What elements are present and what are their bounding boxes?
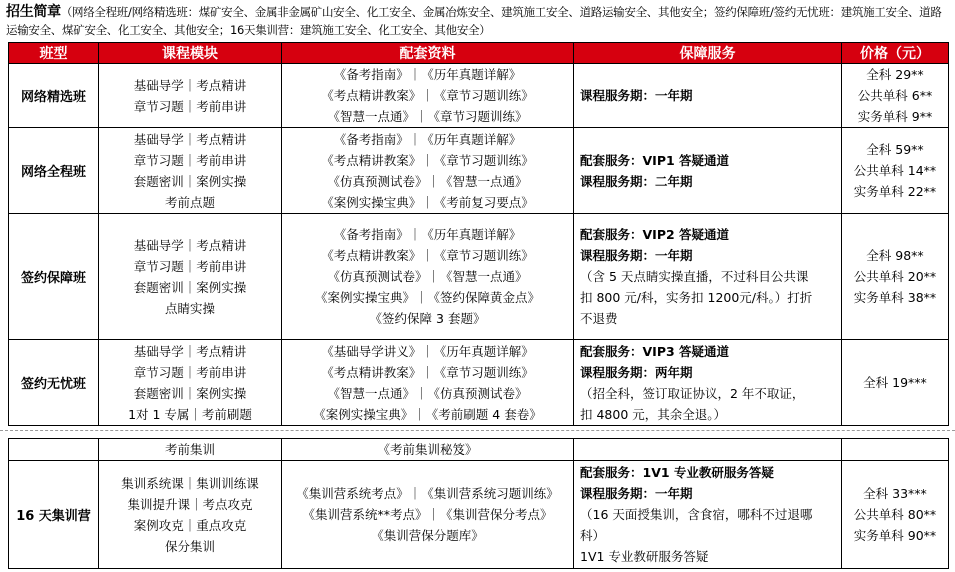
material-line: 《基础导学讲义》｜《历年真题详解》 bbox=[321, 343, 534, 359]
course-modules bbox=[99, 128, 282, 214]
material-line: 《集训营系统**考点》｜《集训营保分考点》 bbox=[302, 507, 553, 522]
price-line: 全科 33*** bbox=[863, 486, 927, 501]
material-line: 《仿真预测试卷》｜《智慧一点通》 bbox=[327, 173, 528, 189]
course-modules bbox=[99, 340, 282, 426]
material-line: 《集训营系统考点》｜《集训营系统习题训练》 bbox=[296, 486, 559, 501]
header-materials: 配套资料 bbox=[282, 43, 574, 64]
empty-cell bbox=[9, 439, 99, 461]
price-line: 公共单科 14** bbox=[853, 163, 937, 178]
module-line: 套题密训｜案例实操 bbox=[133, 385, 247, 401]
materials bbox=[282, 340, 574, 426]
material-line: 《考点精讲教案》｜《章节习题训练》 bbox=[321, 88, 534, 103]
class-type: 16 天集训营 bbox=[9, 461, 99, 569]
price-line: 公共单科 20** bbox=[853, 269, 937, 284]
price bbox=[842, 340, 949, 426]
service bbox=[574, 461, 842, 569]
service-line: 课程服务期：一年期 bbox=[580, 486, 693, 501]
service-line: （含 5 天点睛实操直播，不过科目公共课 bbox=[580, 269, 809, 284]
header-type: 班型 bbox=[9, 43, 99, 64]
table-row bbox=[9, 461, 949, 569]
service-line: 配套服务：VIP2 答疑通道 bbox=[580, 227, 730, 242]
materials bbox=[282, 461, 574, 569]
course-modules bbox=[99, 461, 282, 569]
module-line: 套题密训｜案例实操 bbox=[133, 173, 247, 189]
price-line: 全科 98** bbox=[866, 248, 924, 263]
materials bbox=[282, 64, 574, 128]
material-line: 《案例实操宝典》｜《签约保障黄金点》 bbox=[314, 290, 540, 305]
price bbox=[842, 128, 949, 214]
price-line: 公共单科 6** bbox=[857, 88, 933, 103]
table-row bbox=[9, 214, 949, 340]
service-line: 扣 4800 元，其余全退。） bbox=[580, 406, 727, 422]
module-line: 章节习题｜考前串讲 bbox=[133, 152, 247, 168]
material-line: 《备考指南》｜《历年真题详解》 bbox=[333, 227, 522, 242]
material-line: 《智慧一点通》｜《章节习题训练》 bbox=[327, 109, 528, 124]
price-line: 实务单科 22** bbox=[853, 184, 937, 199]
module-line: 1对 1 专属｜考前刷题 bbox=[128, 406, 252, 422]
class-type: 网络全程班 bbox=[9, 128, 99, 214]
price-line: 公共单科 80** bbox=[853, 507, 937, 522]
material-line: 《备考指南》｜《历年真题详解》 bbox=[333, 67, 522, 82]
service-line: 不退费 bbox=[580, 311, 618, 326]
material-line: 《案例实操宝典》｜《考前刷题 4 套卷》 bbox=[313, 406, 542, 422]
price-line: 实务单科 38** bbox=[853, 290, 937, 305]
material-line: 《集训营保分题库》 bbox=[371, 528, 484, 543]
course-modules bbox=[99, 64, 282, 128]
module-line: 章节习题｜考前串讲 bbox=[133, 258, 247, 274]
module-line: 基础导学｜考点精讲 bbox=[133, 237, 247, 253]
module-line: 保分集训 bbox=[164, 538, 215, 554]
course-modules bbox=[99, 214, 282, 340]
material-line: 《考点精讲教案》｜《章节习题训练》 bbox=[321, 364, 534, 380]
module-line: 集训系统课｜集训训练课 bbox=[121, 475, 259, 491]
table-row bbox=[9, 128, 949, 214]
service-line: 配套服务：1V1 专业教研服务答疑 bbox=[580, 465, 774, 480]
intro-paragraph bbox=[6, 3, 951, 39]
module-line: 点睛实操 bbox=[164, 300, 215, 316]
material-line: 《案例实操宝典》｜《考前复习要点》 bbox=[321, 194, 534, 210]
price bbox=[842, 214, 949, 340]
module-line: 基础导学｜考点精讲 bbox=[133, 131, 247, 147]
material-line: 《签约保障 3 套题》 bbox=[369, 311, 486, 326]
header-price: 价格（元） bbox=[842, 43, 949, 64]
table-header-row bbox=[9, 43, 949, 64]
service bbox=[574, 128, 842, 214]
intro-text: （网络全程班/网络精选班：煤矿安全、金属非金属矿山安全、化工安全、金属冶炼安全、建筑施工安全、道路运输安全、其他安全；签约保障班/签约无忧班：建筑施工安全、道路运输安全、煤矿安全、化工安全、其他安全；16天集训营：建筑施工安全、化工安全、其他安全） bbox=[6, 5, 942, 37]
header-modules: 课程模块 bbox=[99, 43, 282, 64]
module-line: 套题密训｜案例实操 bbox=[133, 279, 247, 295]
service-line: （16 天面授集训，含食宿，哪科不过退哪 bbox=[580, 507, 813, 522]
materials: 《考前集训秘笈》 bbox=[282, 439, 574, 461]
module-line: 章节习题｜考前串讲 bbox=[133, 364, 247, 380]
service-line: 课程服务期：一年期 bbox=[580, 248, 693, 263]
material-line: 《智慧一点通》｜《仿真预测试卷》 bbox=[327, 385, 528, 401]
materials bbox=[282, 128, 574, 214]
header-service: 保障服务 bbox=[574, 43, 842, 64]
module-line: 集训提升课｜考点攻克 bbox=[127, 496, 253, 512]
price-line: 全科 59** bbox=[866, 142, 924, 157]
page-break-divider bbox=[0, 430, 955, 431]
service-line: 科） bbox=[580, 528, 606, 543]
empty-cell bbox=[842, 439, 949, 461]
price-line: 实务单科 90** bbox=[853, 528, 937, 543]
price-line: 实务单科 9** bbox=[857, 109, 933, 124]
material-line: 《考点精讲教案》｜《章节习题训练》 bbox=[321, 152, 534, 168]
material-line: 《备考指南》｜《历年真题详解》 bbox=[333, 131, 522, 147]
service-line: 扣 800 元/科，实务扣 1200元/科。）打折 bbox=[580, 290, 813, 305]
module-line: 基础导学｜考点精讲 bbox=[133, 77, 247, 93]
table-row bbox=[9, 340, 949, 426]
class-type: 签约保障班 bbox=[9, 214, 99, 340]
service-line: 课程服务期：两年期 bbox=[580, 364, 693, 380]
service-line: 配套服务：VIP1 答疑通道 bbox=[580, 152, 730, 168]
empty-cell bbox=[574, 439, 842, 461]
service-line: 配套服务：VIP3 答疑通道 bbox=[580, 343, 730, 359]
camp-table bbox=[8, 438, 949, 569]
price-line: 全科 29** bbox=[866, 67, 924, 82]
service bbox=[574, 214, 842, 340]
module-line: 案例攻克｜重点攻克 bbox=[133, 517, 247, 533]
service-line: 课程服务期：一年期 bbox=[580, 88, 693, 103]
table-row bbox=[9, 439, 949, 461]
table-row bbox=[9, 64, 949, 128]
module-line: 章节习题｜考前串讲 bbox=[133, 98, 247, 114]
price bbox=[842, 64, 949, 128]
service-line: 课程服务期：二年期 bbox=[580, 173, 693, 189]
service bbox=[574, 340, 842, 426]
class-type: 签约无忧班 bbox=[9, 340, 99, 426]
intro-title: 招生简章 bbox=[6, 4, 61, 20]
class-type: 网络精选班 bbox=[9, 64, 99, 128]
service-line: 1V1 专业教研服务答疑 bbox=[580, 549, 709, 564]
module-line: 基础导学｜考点精讲 bbox=[133, 343, 247, 359]
materials bbox=[282, 214, 574, 340]
course-table bbox=[8, 42, 949, 426]
service-line: （招全科，签订取证协议，2 年不取证， bbox=[580, 385, 805, 401]
price bbox=[842, 461, 949, 569]
material-line: 《仿真预测试卷》｜《智慧一点通》 bbox=[327, 269, 528, 284]
material-line: 《考点精讲教案》｜《章节习题训练》 bbox=[321, 248, 534, 263]
price-line: 全科 19*** bbox=[863, 375, 927, 390]
module-line: 考前点题 bbox=[164, 194, 215, 210]
course-modules: 考前集训 bbox=[99, 439, 282, 461]
service bbox=[574, 64, 842, 128]
